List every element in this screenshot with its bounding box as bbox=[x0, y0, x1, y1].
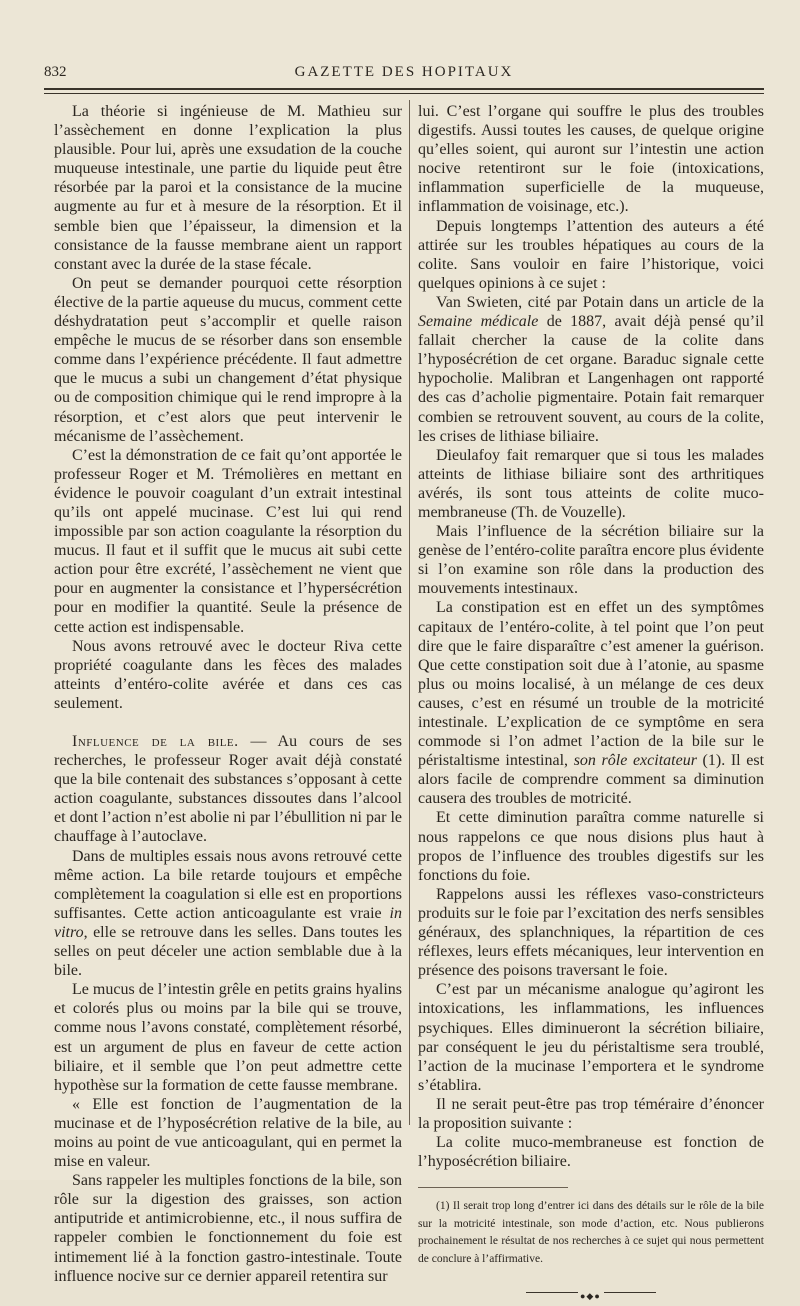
left-column bbox=[54, 102, 402, 1286]
paragraph: Depuis longtemps l’attention des auteurs a été attirée sur les troubles hépatiques au cours de la colite. Sans vouloir en faire l’historique, voici quelques opinions à ce sujet : bbox=[418, 217, 764, 292]
section-heading: Influence de la bile. bbox=[72, 733, 239, 750]
paragraph: lui. C’est l’organe qui souffre le plus des troubles digestifs. Aussi toutes les causes, de quelque origine qu’elles soient, qui auront sur l’intestin une action nocive retentiront sur le foie (intoxications, inflammation superficielle de la muqueuse, inflammation de voisinage, etc.). bbox=[418, 103, 764, 216]
column-divider bbox=[409, 100, 410, 1125]
paragraph: Il ne serait peut-être pas trop téméraire d’énoncer la proposition suivante : bbox=[418, 1095, 764, 1132]
header-rule-thick bbox=[44, 88, 764, 90]
paragraph: Mais l’influence de la sécrétion biliaire sur la genèse de l’entéro-colite paraîtra encore plus évidente si l’on examine son rôle dans la production des mouvements intestinaux. bbox=[418, 523, 764, 598]
footnote-rule bbox=[418, 1187, 568, 1188]
italic-text: son rôle excitateur bbox=[573, 752, 697, 770]
right-column bbox=[418, 102, 765, 1302]
italic-text: Semaine médicale bbox=[418, 313, 539, 331]
paragraph bbox=[54, 847, 402, 981]
page-header bbox=[44, 64, 764, 84]
italic-text: in vitro bbox=[54, 904, 402, 941]
paragraph: La théorie si ingénieuse de M. Mathieu sur l’assèchement en donne l’explication la plus plausible. Pour lui, après une exsudation de la couche muqueuse intestinale, une partie du liquide peut être résorbée par la paroi et la consistance de la mucine augmente au fur et à mesure de la résorption. Et il semble bien que l’épaisseur, la dimension et la consistance de la fausse membrane aient un rapport constant avec la durée de la stase fécale. bbox=[54, 103, 402, 273]
ornament-dots: ●◆● bbox=[580, 1291, 601, 1302]
paragraph-section-start bbox=[54, 732, 402, 847]
paragraph-text: , elle se retrouve dans les selles. Dans toutes les selles on peut déceler une action semblable due à la bile. bbox=[54, 923, 402, 980]
paragraph-text: de 1887, avait déjà pensé qu’il fallait chercher la cause de la colite dans l’hyposécrétion de cet organe. Baraduc signale cette hypocholie. Malibran et Langenhagen ont rapporté des cas d’acholie pigmentaire. Potain fait remarquer combien se retrouvent souvent, au cours de la colite, les crises de lithiase biliaire. bbox=[418, 313, 765, 445]
paragraph: Sans rappeler les multiples fonctions de la bile, son rôle sur la digestion des graisses, son action antiputride et antimicrobienne, etc., il nous suffira de rappeler combien le fonctionnement du foie est intimement lié à la fonction gastro-intestinale. Toute influence nocive sur ce dernier appareil retentira sur bbox=[54, 1172, 402, 1285]
ornament-line-right bbox=[604, 1292, 656, 1293]
paragraph-text: La constipation est en effet un des symptômes capitaux de l’entéro-colite, à tel point que l’on peut dire que le faire disparaître c’est amener la guérison. Que cette constipation soit due à l’atonie, au spasme plus ou moins localisé, à un mélange de ces deux causes, c’est en résumé un trouble de la motricité intestinale. L’explication de ce symptôme en sera commode si l’on admet l’action de la bile sur le péristaltisme intestinal, bbox=[418, 599, 764, 770]
paragraph: La colite muco-membraneuse est fonction de l’hyposécrétion biliaire. bbox=[418, 1134, 764, 1171]
paragraph: Et cette diminution paraîtra comme naturelle si nous rappelons ce que nous disions plus haut à propos de l’influence des troubles digestifs sur les fonctions du foie. bbox=[418, 809, 764, 884]
paragraph-text: — Au cours de ses recherches, le professeur Roger avait déjà constaté que la bile contenait des substances s’opposant à cette action coagulante, substances dissoutes dans l’alcool et dont l’action n’est abolie ni par l’ébullition ni par le chauffage à l’autoclave. bbox=[54, 733, 402, 846]
paragraph: Dieulafoy fait remarquer que si tous les malades atteints de lithiase biliaire sont des arthritiques avérés, ils sont tous atteints de colite muco-membraneuse (Th. de Vouzelle). bbox=[418, 446, 764, 521]
journal-title: GAZETTE DES HOPITAUX bbox=[294, 64, 514, 80]
paragraph: Rappelons aussi les réflexes vaso-constricteurs produits sur le foie par l’excitation des nerfs sensibles généraux, des splanchniques, la répartition de ces réflexes, leurs effets mécaniques, leur intervention en présence des poisons traversant le foie. bbox=[418, 885, 764, 980]
paragraph: « Elle est fonction de l’augmentation de la mucinase et de l’hyposécrétion relative de la bile, au moins au point de vue anticoagulant, qui en permet la mise en valeur. bbox=[54, 1095, 402, 1171]
footnote: (1) Il serait trop long d’entrer ici dans des détails sur le rôle de la bile sur la motricité intestinale, son mode d’action, etc. Nous publierons prochainement le résultat de nos recherches à ce sujet qui nous permettent de conclure à l’affirmative. bbox=[418, 1200, 764, 1265]
page-number: 832 bbox=[44, 64, 67, 80]
end-ornament bbox=[526, 1290, 656, 1302]
paragraph: Nous avons retrouvé avec le docteur Riva cette propriété coagulante dans les fèces des malades atteints d’entéro-colite avérée et dans ces cas seulement. bbox=[54, 637, 402, 712]
paragraph-text: Van Swieten, cité par Potain dans un article de la bbox=[436, 293, 764, 311]
paragraph-text: (1). Il est alors facile de comprendre comment sa diminution causera des troubles de motricité. bbox=[418, 752, 765, 808]
paragraph: C’est par un mécanisme analogue qu’agiront les intoxications, les inflammations, les influences psychiques. Elles diminueront la sécrétion biliaire, par conséquent le jeu du péristaltisme sera troublé, l’action de la mucinase l’emportera et le syndrome s’établira. bbox=[418, 981, 764, 1094]
paragraph bbox=[418, 293, 764, 446]
paragraph bbox=[418, 598, 764, 808]
paragraph: On peut se demander pourquoi cette résorption élective de la partie aqueuse du mucus, comment cette déshydratation peut s’accomplir et quelle raison empêche le mucus de se résorber dans son ensemble comme dans l’expérience précédente. Il faut admettre que le mucus a subi un changement d’état physique ou de composition chimique qui le rend impropre à la résorption, et c’est alors que peut intervenir le mécanisme de l’assèchement. bbox=[54, 274, 402, 445]
paragraph-text: Dans de multiples essais nous avons retrouvé cette même action. La bile retarde toujours et empêche complètement la coagulation si elle est en proportions suffisantes. Cette action anticoagulante est vraie bbox=[54, 847, 402, 922]
paragraph: C’est la démonstration de ce fait qu’ont apportée le professeur Roger et M. Trémolières en mettant en évidence le pouvoir coagulant d’un extrait intestinal qu’ils ont appelé mucinase. C’est lui qui rend impossible par son action coagulante la résorption du mucus. Il faut et il suffit que le mucus ait subi cette action pour être excrété, l’assèchement ne vient que pour en augmenter la consistance et l’hypersécrétion pour en modifier la quantité. Seule la présence de cette action est indispensable. bbox=[54, 446, 402, 636]
ornament-line-left bbox=[526, 1292, 578, 1293]
paragraph: Le mucus de l’intestin grêle en petits grains hyalins et colorés plus ou moins par la bile qui se trouve, comme nous l’avons constaté, complètement résorbé, est un argument de plus en faveur de cette action biliaire, et il semble que l’on peut admettre cette hypothèse sur la formation de cette fausse membrane. bbox=[54, 981, 402, 1094]
header-rule-thin bbox=[44, 93, 764, 94]
